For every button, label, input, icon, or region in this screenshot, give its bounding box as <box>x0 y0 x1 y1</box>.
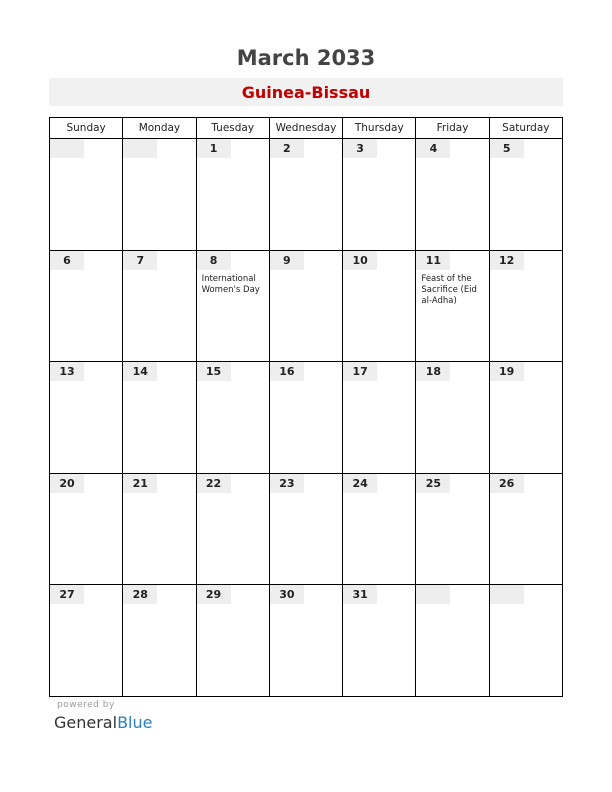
day-number: 20 <box>50 474 84 493</box>
day-cell <box>50 362 123 474</box>
day-number: 1 <box>197 139 231 158</box>
day-cell <box>343 250 416 362</box>
powered-by-label: powered by <box>57 700 115 710</box>
calendar-grid <box>49 117 563 697</box>
day-number: 4 <box>416 139 450 158</box>
day-number: 9 <box>270 251 304 270</box>
day-cell <box>50 585 123 697</box>
day-cell <box>416 585 489 697</box>
weekday-header: Sunday <box>50 118 123 139</box>
day-cell <box>269 362 342 474</box>
country-band <box>49 78 563 106</box>
day-cell <box>50 139 123 251</box>
day-number: 7 <box>123 251 157 270</box>
day-cell <box>343 585 416 697</box>
day-number: 18 <box>416 362 450 381</box>
day-cell <box>269 585 342 697</box>
day-number: 5 <box>490 139 524 158</box>
day-number: 12 <box>490 251 524 270</box>
day-cell <box>416 250 489 362</box>
day-cell <box>416 473 489 585</box>
week-row <box>50 585 563 697</box>
day-number: 30 <box>270 585 304 604</box>
day-cell <box>123 250 196 362</box>
generalblue-logo[interactable] <box>54 713 152 732</box>
weekday-header: Tuesday <box>196 118 269 139</box>
day-number: 3 <box>343 139 377 158</box>
day-number <box>416 585 450 604</box>
day-cell <box>50 473 123 585</box>
day-number: 25 <box>416 474 450 493</box>
day-cell <box>196 362 269 474</box>
day-number: 19 <box>490 362 524 381</box>
day-number: 23 <box>270 474 304 493</box>
day-cell <box>343 362 416 474</box>
day-number: 31 <box>343 585 377 604</box>
day-cell <box>196 250 269 362</box>
weekday-header-row <box>50 118 563 139</box>
day-cell <box>269 250 342 362</box>
day-number <box>490 585 524 604</box>
country-name: Guinea-Bissau <box>241 83 371 102</box>
day-cell <box>269 473 342 585</box>
day-number: 13 <box>50 362 84 381</box>
page-title: March 2033 <box>236 46 376 70</box>
day-cell <box>123 585 196 697</box>
day-number: 8 <box>197 251 231 270</box>
day-number: 24 <box>343 474 377 493</box>
day-cell <box>489 362 562 474</box>
day-cell <box>416 139 489 251</box>
day-number: 26 <box>490 474 524 493</box>
day-cell <box>196 473 269 585</box>
day-number: 10 <box>343 251 377 270</box>
weekday-header: Saturday <box>489 118 562 139</box>
day-number: 11 <box>416 251 450 270</box>
day-number <box>123 139 157 158</box>
day-number: 15 <box>197 362 231 381</box>
day-cell <box>50 250 123 362</box>
weekday-header: Monday <box>123 118 196 139</box>
day-number: 17 <box>343 362 377 381</box>
brand-blue: Blue <box>117 713 153 732</box>
weekday-header: Wednesday <box>269 118 342 139</box>
week-row <box>50 362 563 474</box>
day-cell <box>416 362 489 474</box>
week-row <box>50 250 563 362</box>
day-cell <box>489 250 562 362</box>
day-number <box>50 139 84 158</box>
week-row <box>50 473 563 585</box>
day-number: 14 <box>123 362 157 381</box>
week-row <box>50 139 563 251</box>
day-number: 29 <box>197 585 231 604</box>
day-cell <box>269 139 342 251</box>
brand-general: General <box>54 713 118 732</box>
day-cell <box>489 473 562 585</box>
holiday-label: International Women's Day <box>201 273 260 295</box>
day-number: 22 <box>197 474 231 493</box>
day-cell <box>123 362 196 474</box>
day-cell <box>196 139 269 251</box>
weekday-header: Friday <box>416 118 489 139</box>
day-cell <box>123 473 196 585</box>
holiday-label: Feast of the Sacrifice (Eid al-Adha) <box>421 273 477 306</box>
day-number: 2 <box>270 139 304 158</box>
day-cell <box>489 139 562 251</box>
weekday-header: Thursday <box>343 118 416 139</box>
day-number: 27 <box>50 585 84 604</box>
day-number: 21 <box>123 474 157 493</box>
day-number: 6 <box>50 251 84 270</box>
day-cell <box>123 139 196 251</box>
day-cell <box>196 585 269 697</box>
day-cell <box>489 585 562 697</box>
day-cell <box>343 473 416 585</box>
day-number: 16 <box>270 362 304 381</box>
day-cell <box>343 139 416 251</box>
day-number: 28 <box>123 585 157 604</box>
